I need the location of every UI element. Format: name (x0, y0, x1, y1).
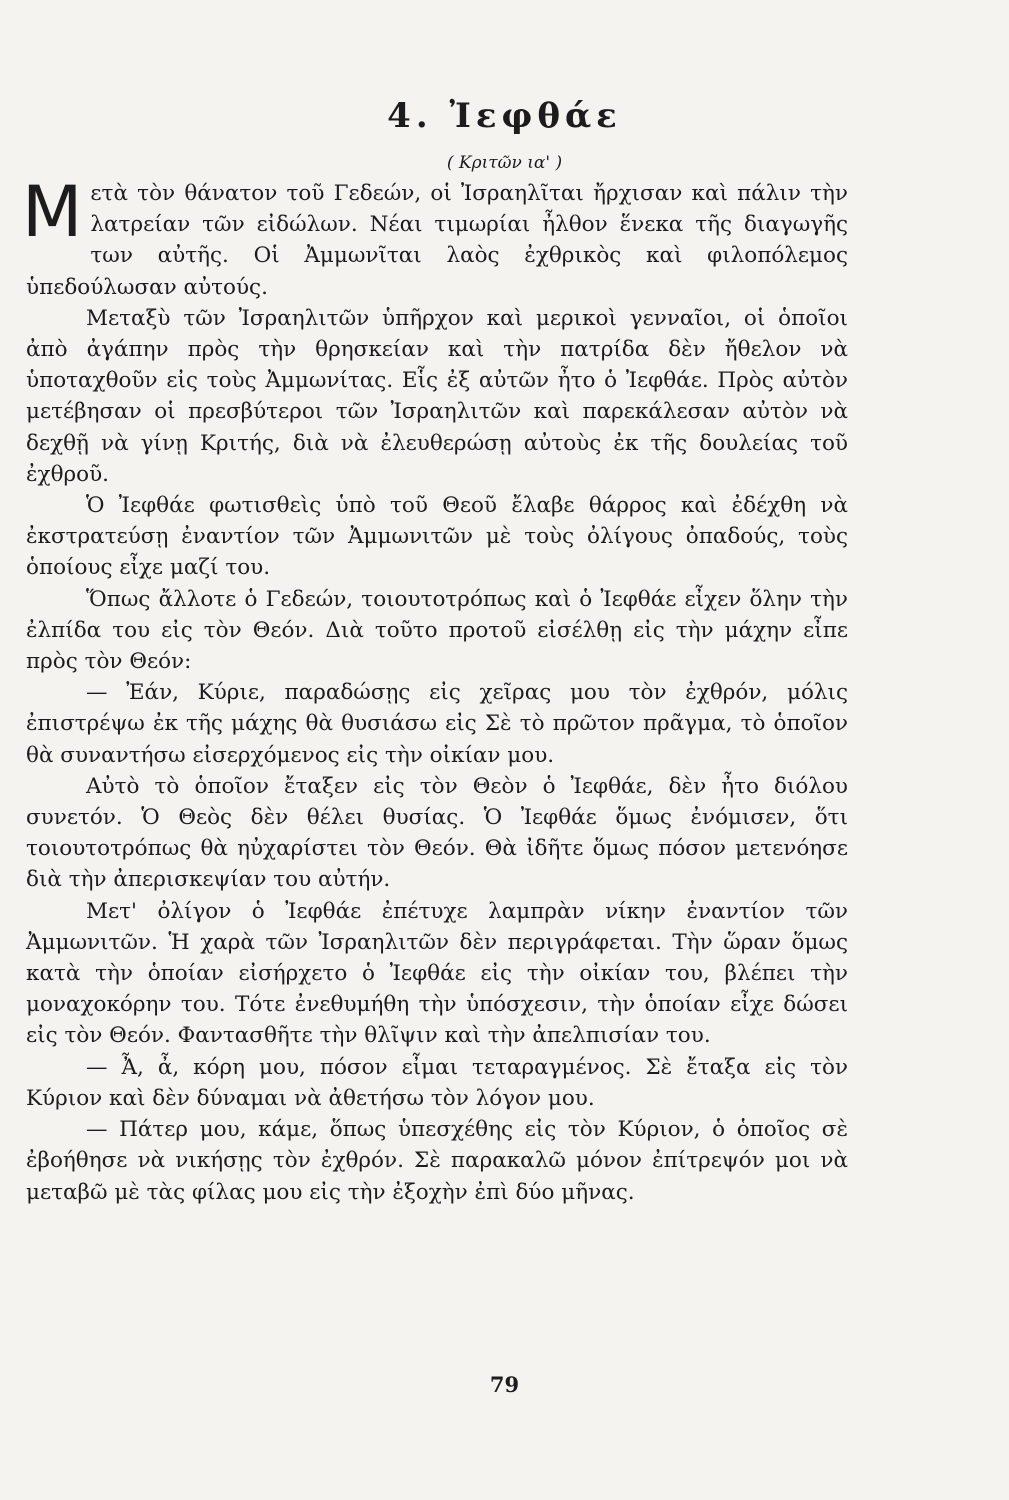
paragraph-9-dialogue: — Πάτερ μου, κάμε, ὅπως ὑπεσχέθης εἰς τὸν Κύριον, ὁ ὁποῖος σὲ ἐβοήθησε νὰ νικήσῃς τὸν ἐχθρόν. Σὲ παρακαλῶ μόνον ἐπίτρεψόν μοι νὰ μεταβῶ μὲ τὰς φίλας μου εἰς τὴν ἐξοχὴν ἐπὶ δύο μῆνας. (26, 1117, 848, 1205)
chapter-reference: ( Κριτῶν ια' ) (446, 153, 563, 173)
paragraph-2: Μεταξὺ τῶν Ἰσραηλιτῶν ὑπῆρχον καὶ μερικοὶ γενναῖοι, οἱ ὁποῖοι ἀπὸ ἀγάπην πρὸς τὴν θρησκείαν καὶ τὴν πατρίδα δὲν ἤθελον νὰ ὑποταχθοῦν εἰς τοὺς Ἀμμωνίτας. Εἷς ἐξ αὐτῶν ἦτο ὁ Ἰεφθάε. Πρὸς αὐτὸν μετέβησαν οἱ πρεσβύτεροι τῶν Ἰσραηλιτῶν καὶ παρεκάλεσαν αὐτὸν νὰ δεχθῇ νὰ γίνῃ Κριτής, διὰ νὰ ἐλευθερώσῃ αὐτοὺς ἐκ τῆς δουλείας τοῦ ἐχθροῦ. (26, 305, 848, 487)
body-text (22, 171, 848, 1208)
paragraph-8-dialogue: — Ἆ, ἆ, κόρη μου, πόσον εἶμαι τεταραγμένος. Σὲ ἔταξα εἰς τὸν Κύριον καὶ δὲν δύναμαι νὰ ἀθετήσω τὸν λόγον μου. (26, 1054, 848, 1111)
paragraph-4: Ὅπως ἄλλοτε ὁ Γεδεών, τοιουτοτρόπως καὶ ὁ Ἰεφθάε εἶχεν ὅλην τὴν ἐλπίδα του εἰς τὸν Θεόν. Διὰ τοῦτο προτοῦ εἰσέλθῃ εἰς τὴν μάχην εἶπε πρὸς τὸν Θεόν: (26, 586, 848, 675)
paragraph-7: Μετ' ὀλίγον ὁ Ἰεφθάε ἐπέτυχε λαμπρὰν νίκην ἐναντίον τῶν Ἀμμωνιτῶν. Ἡ χαρὰ τῶν Ἰσραηλιτῶν δὲν περιγράφεται. Τὴν ὥραν ὅμως κατὰ τὴν ὁποίαν εἰσήρχετο ὁ Ἰεφθάε εἰς τὴν οἰκίαν του, βλέπει τὴν μοναχοκόρην του. Τότε ἐνεθυμήθη τὴν ὑπόσχεσιν, τὴν ὁποίαν εἶχε δώσει εἰς τὸν Θεόν. Φαντασθῆτε τὴν θλῖψιν καὶ τὴν ἀπελπισίαν του. (26, 898, 848, 1049)
paragraph-1 (22, 171, 848, 303)
paragraph-5-dialogue: — Ἐάν, Κύριε, παραδώσῃς εἰς χεῖρας μου τὸν ἐχθρόν, μόλις ἐπιστρέψω ἐκ τῆς μάχης θὰ θυσιάσω εἰς Σὲ τὸ πρῶτον πρᾶγμα, τὸ ὁποῖον θὰ συναντήσω εἰσερχόμενος εἰς τὴν οἰκίαν μου. (26, 680, 848, 768)
page-number: 79 (489, 1372, 520, 1397)
paragraph-3: Ὁ Ἰεφθάε φωτισθεὶς ὑπὸ τοῦ Θεοῦ ἔλαβε θάρρος καὶ ἐδέχθη νὰ ἐκστρατεύσῃ ἐναντίον τῶν Ἀμμωνιτῶν μὲ τοὺς ὀλίγους ὀπαδούς, τοὺς ὁποίους εἶχε μαζί του. (26, 493, 848, 581)
chapter-title: 4. Ἰεφθάε (387, 96, 622, 136)
paragraph-1-text: ετὰ τὸν θάνατον τοῦ Γεδεών, οἱ Ἰσραηλῖται ἤρχισαν καὶ πάλιν τὴν λατρείαν τῶν εἰδώλων. Νέαι τιμωρίαι ἦλθον ἕνεκα τῆς διαγωγῆς των αὐτῆς. Οἱ Ἀμμωνῖται λαὸς ἐχθρικὸς καὶ φιλοπόλεμος ὑπεδούλωσαν αὐτούς. (26, 181, 848, 300)
drop-cap: Μ (22, 171, 83, 253)
paragraph-6: Αὐτὸ τὸ ὁποῖον ἔταξεν εἰς τὸν Θεὸν ὁ Ἰεφθάε, δὲν ἦτο διόλου συνετόν. Ὁ Θεὸς δὲν θέλει θυσίας. Ὁ Ἰεφθάε ὅμως ἐνόμισεν, ὅτι τοιουτοτρόπως θὰ ηὐχαρίστει τὸν Θεόν. Θὰ ἰδῆτε ὅμως πόσον μετενόησε διὰ τὴν ἀπερισκεψίαν του αὐτήν. (26, 773, 848, 893)
